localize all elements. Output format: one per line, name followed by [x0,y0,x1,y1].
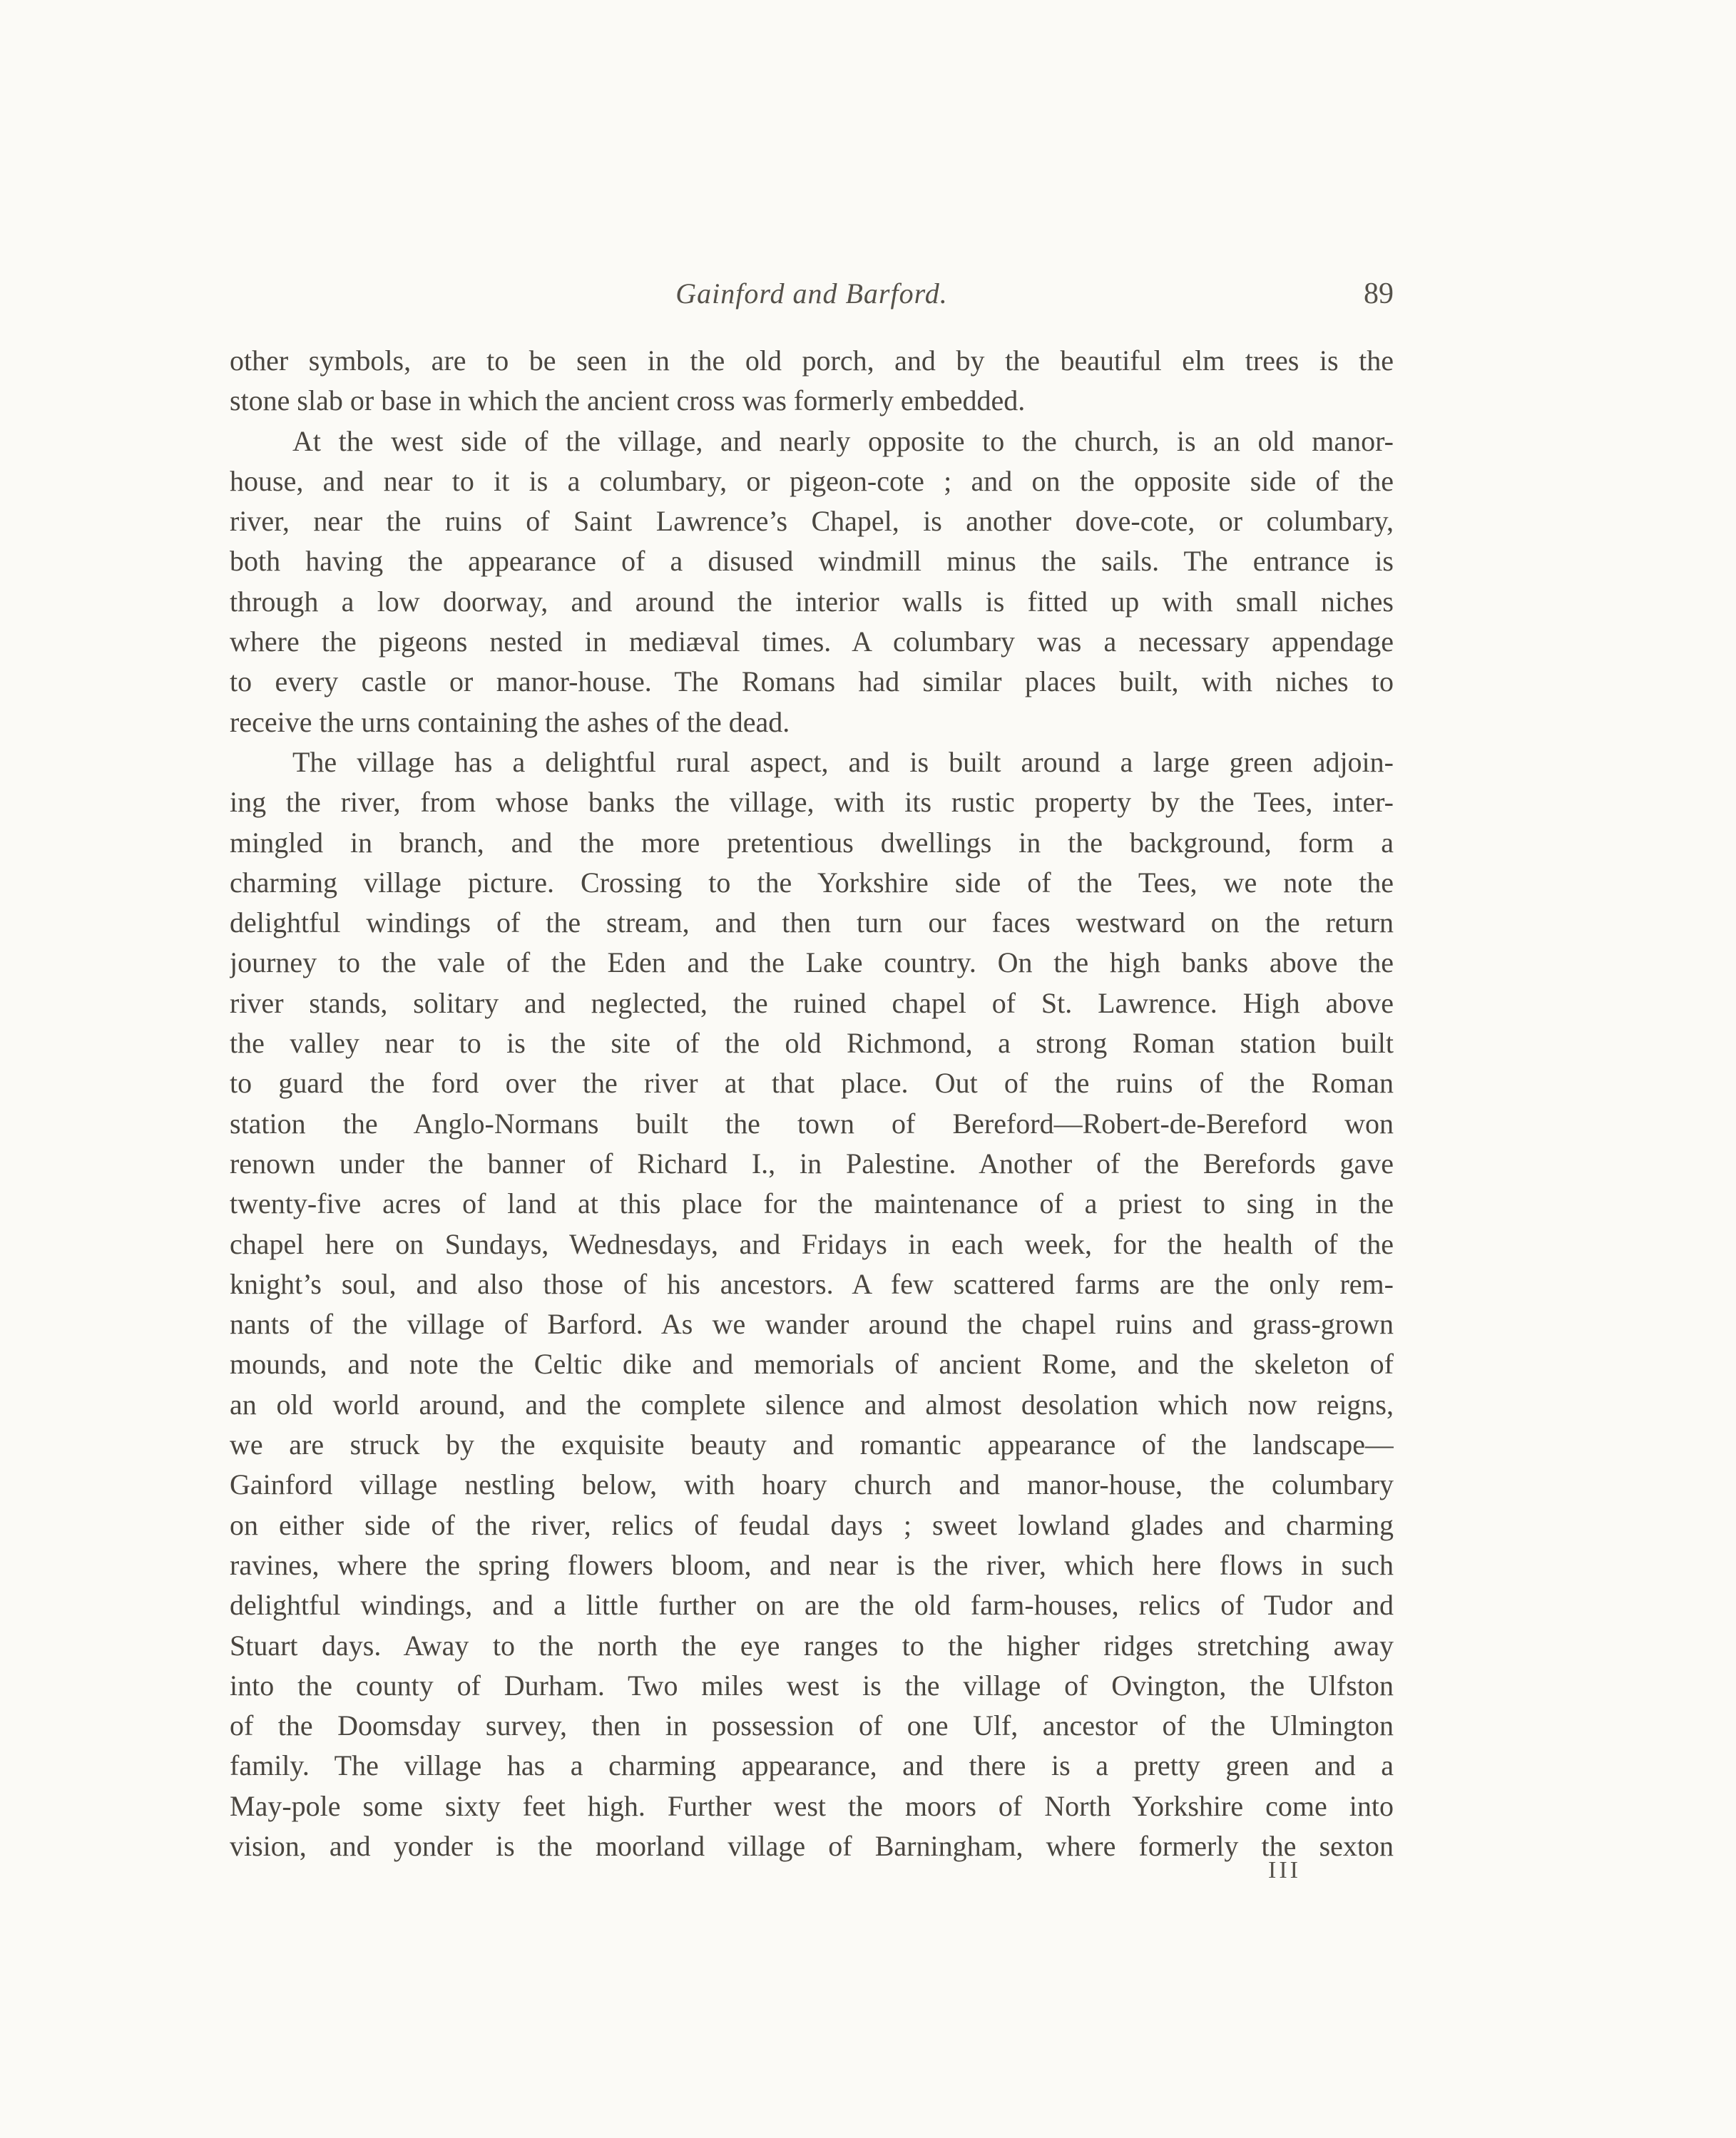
text-line: to every castle or manor-house. The Romans had similar places built, with niches to [230,665,1394,698]
text-line: family. The village has a charming appearance, and there is a pretty green and a [230,1749,1394,1782]
text-line: journey to the vale of the Eden and the Lake country. On the high banks above the [230,946,1394,979]
text-line: house, and near to it is a columbary, or pigeon-cote ; and on the opposite side of the [230,464,1394,497]
body-text [230,341,1394,1866]
text-line: both having the appearance of a disused windmill minus the sails. The entrance is [230,545,1394,578]
text-line: twenty-five acres of land at this place for the maintenance of a priest to sing in the [230,1187,1394,1220]
text-line: ing the river, from whose banks the village, with its rustic property by the Tees, inter- [230,786,1394,819]
text-line: the valley near to is the site of the old Richmond, a strong Roman station built [230,1027,1394,1060]
text-line: of the Doomsday survey, then in possession of one Ulf, ancestor of the Ulmington [230,1709,1394,1742]
text-line: mingled in branch, and the more pretentious dwellings in the background, form a [230,826,1394,859]
text-line: charming village picture. Crossing to the Yorkshire side of the Tees, we note the [230,866,1394,899]
text-line: on either side of the river, relics of feudal days ; sweet lowland glades and charming [230,1508,1394,1541]
text-line: to guard the ford over the river at that place. Out of the ruins of the Roman [230,1067,1394,1100]
text-line: nants of the village of Barford. As we wander around the chapel ruins and grass-grown [230,1308,1394,1341]
text-line: into the county of Durham. Two miles west is the village of Ovington, the Ulfston [230,1669,1394,1702]
text-line: May-pole some sixty feet high. Further west the moors of North Yorkshire come into [230,1789,1394,1822]
text-line: The village has a delightful rural aspect, and is built around a large green adjoin- [292,745,1394,778]
text-line: knight’s soul, and also those of his ancestors. A few scattered farms are the only rem- [230,1267,1394,1300]
text-line: delightful windings, and a little further on are the old farm-houses, relics of Tudor and [230,1589,1394,1622]
text-line: delightful windings of the stream, and then turn our faces westward on the return [230,906,1394,939]
text-line: we are struck by the exquisite beauty and romantic appearance of the landscape— [230,1428,1394,1461]
text-line: other symbols, are to be seen in the old porch, and by the beautiful elm trees is the [230,344,1394,377]
text-line: Stuart days. Away to the north the eye ranges to the higher ridges stretching away [230,1629,1394,1662]
text-line: an old world around, and the complete silence and almost desolation which now reigns, [230,1388,1394,1421]
text-line: renown under the banner of Richard I., in Palestine. Another of the Berefords gave [230,1147,1394,1180]
text-line: At the west side of the village, and nearly opposite to the church, is an old manor- [292,424,1394,457]
text-line: ravines, where the spring flowers bloom, and near is the river, which here flows in such [230,1548,1394,1581]
text-line: river stands, solitary and neglected, the ruined chapel of St. Lawrence. High above [230,986,1394,1019]
signature-mark: III [1268,1857,1301,1883]
text-line: mounds, and note the Celtic dike and memorials of ancient Rome, and the skeleton of [230,1348,1394,1381]
text-line: station the Anglo-Normans built the town of Bereford—Robert-de-Bereford won [230,1107,1394,1140]
text-line: vision, and yonder is the moorland village of Barningham, where formerly the sexton [230,1829,1394,1862]
text-line: through a low doorway, and around the interior walls is fitted up with small niches [230,585,1394,618]
text-line: stone slab or base in which the ancient cross was formerly embedded. [230,384,1026,417]
running-head [230,277,1394,319]
text-line: chapel here on Sundays, Wednesdays, and Fridays in each week, for the health of the [230,1227,1394,1260]
running-title: Gainford and Barford. [675,277,948,310]
text-line: Gainford village nestling below, with hoary church and manor-house, the columbary [230,1468,1394,1501]
text-line: receive the urns containing the ashes of the dead. [230,705,790,738]
page-number: 89 [1364,277,1394,310]
text-line: river, near the ruins of Saint Lawrence’s Chapel, is another dove-cote, or columbary, [230,505,1394,538]
text-line: where the pigeons nested in mediæval times. A columbary was a necessary appendage [230,625,1394,658]
